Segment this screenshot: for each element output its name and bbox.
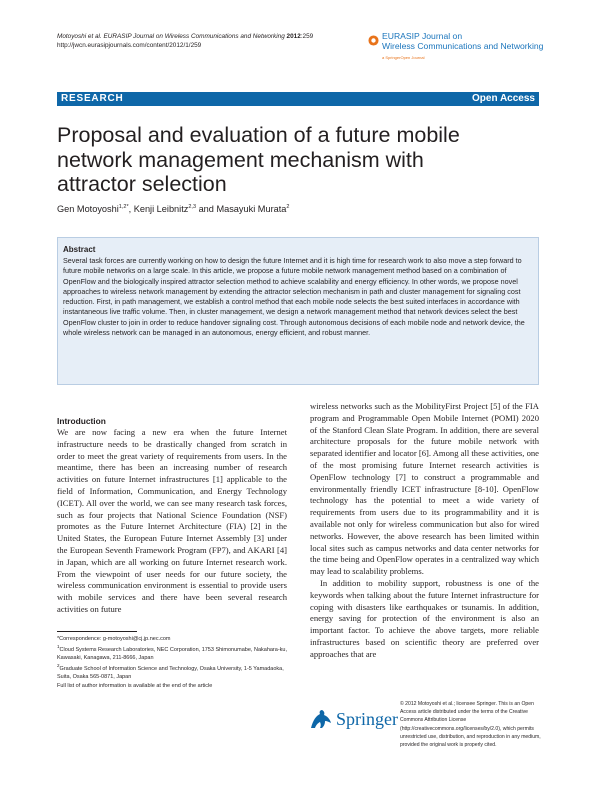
citation-line <box>57 32 313 50</box>
citation-authors: Motoyoshi et al. <box>57 33 102 40</box>
journal-name-line1: EURASIP Journal on <box>382 31 463 41</box>
abstract-heading: Abstract <box>63 245 96 254</box>
license-text: © 2012 Motoyoshi et al.; licensee Springer. This is an Open Access article distributed under the terms of the Creative Commons Attribution License (http://creativecommons.org/licenses/by/2.0), which permits unrestricted use, distribution, and reproduction in any medium, provided the original work is properly cited. <box>400 701 541 749</box>
author-separator: and <box>196 204 217 215</box>
article-url[interactable]: http://jwcn.eurasipjournals.com/content/2012/1/259 <box>57 42 202 49</box>
author-2[interactable]: Kenji Leibnitz <box>133 204 189 215</box>
springeropen-logo-icon <box>368 35 379 46</box>
citation-year: 2012 <box>286 33 301 40</box>
author-list <box>57 204 289 214</box>
affiliation-2 <box>57 662 292 681</box>
author-2-affiliation: 2,3 <box>188 204 197 210</box>
author-3[interactable]: Masayuki Murata <box>216 204 287 215</box>
abstract-text: Several task forces are currently working on how to design the future Internet and it is high time for research work to also move a step forward to future mobile networks on a large scale. In this article, we propose a future mobile network management method based on a combination of OpenFlow and the biologically inspired attractor selection method to achieve scalability and energy efficiency. In other words, we propose novel approaches to wireless network management by extending the attractor selection mechanism in path and cluster management for signaling cost reduction. First, in path management, we establish a control method that each mobile node selects the best suited interfaces in accordance with instantaneous live traffic volume. Then, in cluster management, we design a network management method that network devices select the best OpenFlow cluster to join in order to reduce handover signaling cost. Through autonomous decisions of each mobile node and network device, the whole wireless network can be managed in an autonomous, energy efficient, and robust manner. <box>63 256 525 338</box>
citation-article: :259 <box>300 33 314 40</box>
paragraph: In addition to mobility support, robustness is one of the keywords when talking about the future Internet infrastructure for coping with disasters like earthquakes or tsunamis. In addition, energy saving for protection of the environment is also an important factor. To achieve the above targets, more reliable infrastructures based on scientific theory are preferred over approaches that are <box>310 577 539 659</box>
body-column-left <box>57 416 287 616</box>
footnotes <box>57 635 292 690</box>
article-type-banner <box>57 92 539 106</box>
body-column-right <box>310 401 539 661</box>
affiliation-1-mark: 1 <box>57 644 60 650</box>
journal-name-line2: Wireless Communications and Networking <box>382 41 544 51</box>
correspondence-note: *Correspondence: g-motoyoshi@cj.jp.nec.com <box>57 636 171 642</box>
open-access-label: Open Access <box>472 93 535 104</box>
article-type-label: RESEARCH <box>61 93 124 104</box>
author-separator: , <box>128 204 134 215</box>
section-heading-introduction: Introduction <box>57 416 106 426</box>
springer-horse-icon <box>308 708 334 730</box>
paragraph: We are now facing a new era when the future Internet infrastructure needs to be drastically changed from scratch in order to meet the great variety of requirements from users. In the meantime, there has been an increasing number of research activities on future Internet infrastructures [1] applicable to the field of Information, Communication, and Energy Technology (ICET). All over the world, we can see many research task forces, such as four projects that National Science Foundation (NSF) promotes as the Future Internet Architecture (FIA) [2] in the United States, the European Future Internet Assembly [3] under the European Seventh Framework Program (FP7), and AKARI [4] in Japan, which are all working on future Internet research work. From the viewpoint of user needs for our future society, the wireless communication environment is essential to provide users with mobile services and there have been several research activities on future <box>57 427 287 614</box>
affiliation-2-mark: 2 <box>57 663 60 669</box>
author-3-affiliation: 2 <box>286 204 290 210</box>
article-title: Proposal and evaluation of a future mobile network management mechanism with attractor selection <box>57 123 460 196</box>
springer-wordmark: Springer <box>336 709 398 729</box>
footnote-divider <box>57 631 137 632</box>
affiliation-2-text: Graduate School of Information Science and Technology, Osaka University, 1-5 Yamadaoka, Suita, Osaka 565-0871, Japan <box>57 666 284 681</box>
publisher-tag: a SpringerOpen Journal <box>382 55 425 60</box>
author-1[interactable]: Gen Motoyoshi <box>57 204 119 215</box>
paragraph: wireless networks such as the MobilityFirst Project [5] of the FIA program and Programmable Open Mobile Internet (POMI) 2020 of the Stanford Clean Slate Program. In addition, there are several architecture proposals for the future mobile network with separated identifier and locator [6]. Among all these activities, one of the most promising future Internet research activities is OpenFlow technology [7] to construct a programmable and environmentally friendly ICET infrastructure [8-10]. OpenFlow technology has the potential to meet a wide variety of requirements from users due to its programmability and it is available not only for wireless communication but also for wired networks. However, the above research has been limited within local sites such as campus networks and data center networks for the time being and OpenFlow operates in a centralized way which may lead to scalability problems. <box>310 401 539 577</box>
journal-name <box>382 31 543 51</box>
citation-journal: EURASIP Journal on Wireless Communications and Networking <box>103 33 285 40</box>
affiliation-1 <box>57 643 292 662</box>
author-info-note: Full list of author information is available at the end of the article <box>57 682 213 689</box>
author-1-affiliation: 1,2* <box>118 204 129 210</box>
affiliation-1-text: Cloud Systems Research Laboratories, NEC Corporation, 1753 Shimonumabe, Nakahara-ku, Kawasaki, Kanagawa, 211-8666, Japan <box>57 647 287 662</box>
